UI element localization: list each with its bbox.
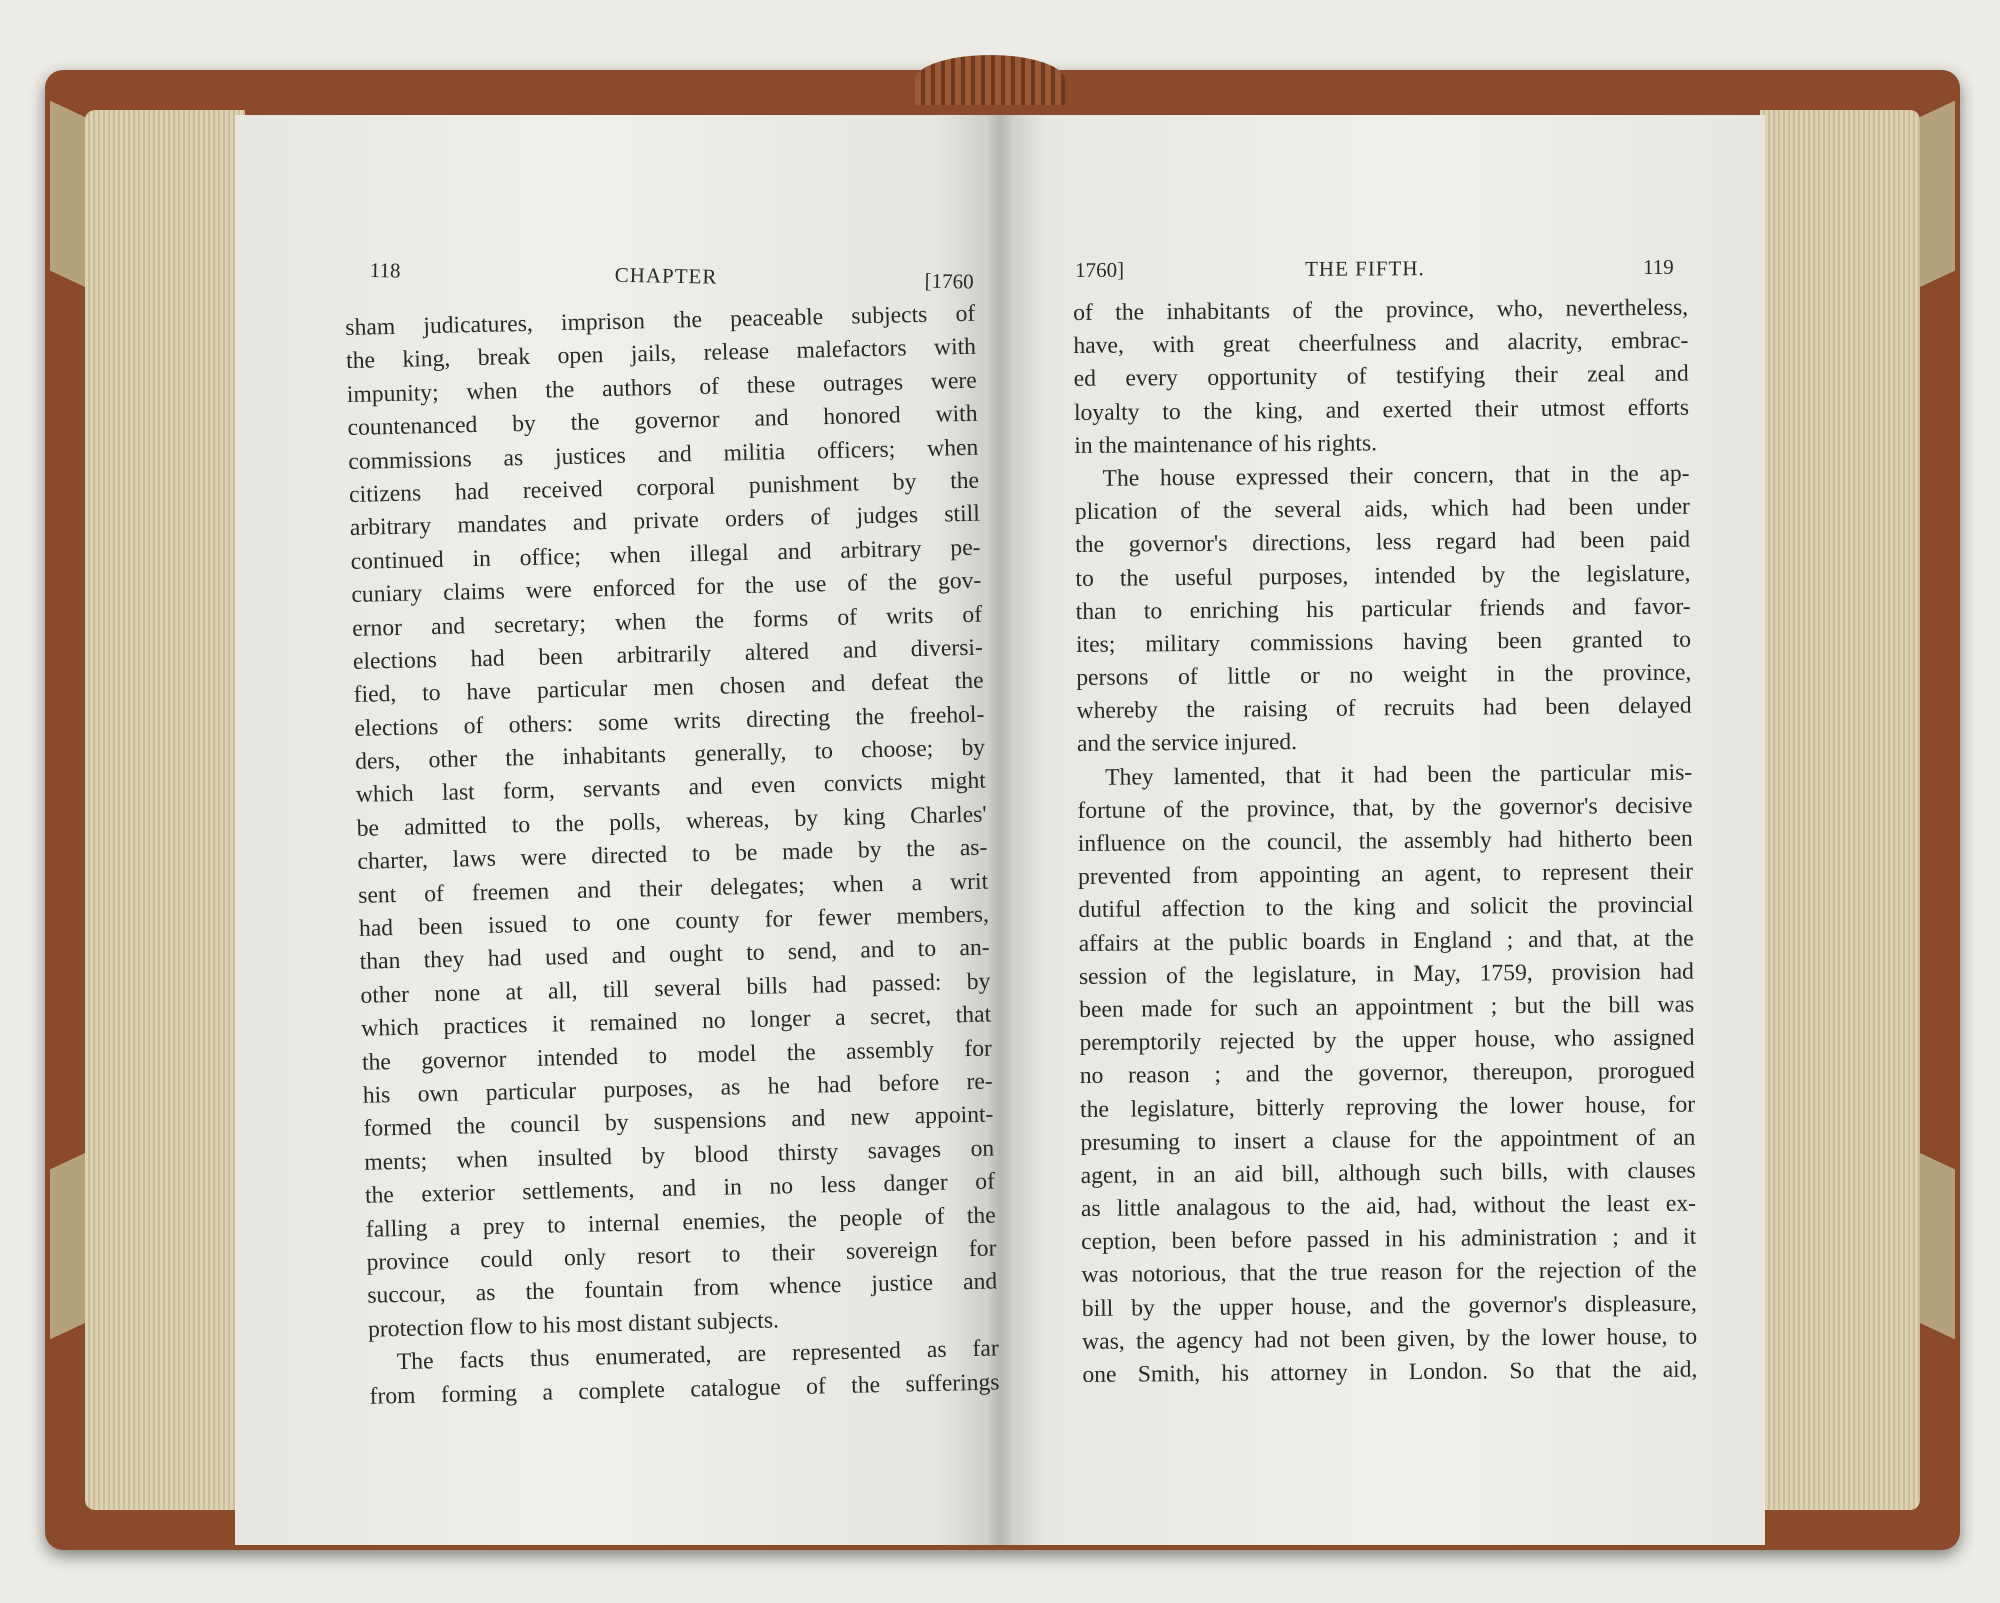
text-line: be admitted to the polls, whereas, by king Charles' <box>356 801 987 842</box>
text-line: ites; military commissions having been granted to <box>1075 626 1692 658</box>
text-line: fortune of the province, that, by the governor's decisive <box>1077 792 1693 824</box>
text-line: ments; when insulted by blood thirsty savages on <box>364 1135 995 1176</box>
text-line: citizens had received corporal punishment by the <box>348 467 980 508</box>
text-line: falling a prey to internal enemies, the people of the <box>365 1202 996 1243</box>
text-line: The facts thus enumerated, are represented as far <box>396 1335 999 1376</box>
right-year-marker: 1760] <box>1075 257 1125 282</box>
text-line: cuniary claims were enforced for the use of the gov- <box>351 567 982 609</box>
right-page-text <box>1073 292 1698 1393</box>
left-year-marker: [1760 <box>924 268 974 294</box>
text-line: whereby the raising of recruits had been delayed <box>1076 692 1692 725</box>
text-line: the exterior settlements, and in no less danger of <box>364 1168 996 1209</box>
text-line: ders, other the inhabitants generally, to choose; by <box>354 734 986 775</box>
text-line: was, the agency had not been given, by the lower house, to <box>1082 1323 1698 1355</box>
left-running-head: CHAPTER <box>614 262 718 289</box>
text-line: one Smith, his attorney in London. So that the aid, <box>1082 1356 1698 1388</box>
text-line: countenanced by the governor and honored with <box>347 400 978 442</box>
text-line: succour, as the fountain from whence justice and <box>367 1268 998 1310</box>
text-line: as little analagous to the aid, had, without the least ex- <box>1080 1190 1697 1223</box>
cover-corner <box>50 101 90 290</box>
text-line: was notorious, that the true reason for the rejection of the <box>1081 1257 1697 1289</box>
text-line: than they had used and ought to send, and to an- <box>359 934 990 976</box>
text-line: in the maintenance of his rights. <box>1074 430 1378 459</box>
text-line: loyalty to the king, and exerted their utmost efforts <box>1073 394 1690 426</box>
text-line: dutiful affection to the king and solicit the provincial <box>1078 891 1694 924</box>
right-running-header <box>1075 255 1675 288</box>
text-line: influence on the council, the assembly had hitherto been <box>1077 825 1693 857</box>
text-line: the governor intended to model the assembly for <box>361 1035 993 1076</box>
text-line: and the service injured. <box>1076 729 1298 758</box>
text-line: session of the legislature, in May, 1759, provision had <box>1078 958 1695 990</box>
text-line: which practices it remained no longer a secret, that <box>360 1001 992 1043</box>
text-line: had been issued to one county for fewer members, <box>358 901 990 942</box>
text-line: arbitrary mandates and private orders of judges still <box>349 500 981 542</box>
text-line: commissions as justices and militia officers; when <box>348 434 979 475</box>
text-line: ernor and secretary; when the forms of writs of <box>351 601 983 642</box>
text-line: The house expressed their concern, that in the ap- <box>1102 460 1690 492</box>
text-line: persons of little or no weight in the province, <box>1076 659 1692 692</box>
text-line: sham judicatures, imprison the peaceable subjects of <box>345 300 976 341</box>
text-line: other none at all, till several bills had passed: by <box>360 968 991 1009</box>
text-line: formed the council by suspensions and new appoint- <box>363 1101 994 1143</box>
right-page-edges <box>1760 110 1920 1510</box>
text-line: his own particular purposes, as he had before re- <box>362 1068 993 1109</box>
text-line: ception, been before passed in his administration ; and it <box>1081 1223 1697 1256</box>
text-line: fied, to have particular men chosen and defeat the <box>353 667 984 709</box>
text-line: province could only resort to their sovereign for <box>366 1235 997 1276</box>
text-line: been made for such an appointment ; but the bill was <box>1079 991 1695 1023</box>
right-page-number: 119 <box>1642 254 1674 280</box>
text-line: bill by the upper house, and the governor's displeasure, <box>1081 1290 1697 1322</box>
text-line: elections of others: some writs directing the freehol- <box>354 701 985 742</box>
text-line: presuming to insert a clause for the appointment of an <box>1080 1124 1696 1156</box>
text-line: the governor's directions, less regard had been paid <box>1075 526 1691 559</box>
text-line: peremptorily rejected by the upper house, who assigned <box>1079 1024 1695 1057</box>
left-page-edges <box>85 110 245 1510</box>
text-line: impunity; when the authors of these outrages were <box>346 367 978 408</box>
text-line: protection flow to his most distant subjects. <box>367 1307 780 1343</box>
text-line: ed every opportunity of testifying their zeal and <box>1073 361 1689 393</box>
text-line: agent, in an aid bill, although such bills, with clauses <box>1080 1157 1696 1189</box>
text-line: continued in office; when illegal and arbitrary pe- <box>350 534 981 575</box>
text-line: sent of freemen and their delegates; when a writ <box>357 868 989 909</box>
text-line: prevented from appointing an agent, to represent their <box>1077 858 1694 891</box>
text-line: the legislature, bitterly reproving the lower house, for <box>1079 1091 1696 1123</box>
right-running-head: THE FIFTH. <box>1304 256 1425 281</box>
text-line: charter, laws were directed to be made by the as- <box>357 834 988 876</box>
text-line: to the useful purposes, intended by the legislature, <box>1075 560 1691 592</box>
left-page-text <box>345 298 1000 1414</box>
book-spine <box>915 55 1065 105</box>
text-line: have, with great cheerfulness and alacrity, embrac- <box>1073 327 1689 360</box>
text-line: affairs at the public boards in England ; and that, at the <box>1078 925 1694 957</box>
text-line: which last form, servants and even convicts might <box>355 768 987 809</box>
cover-corner <box>1915 101 1955 290</box>
text-line: than to enriching his particular friends and favor- <box>1075 593 1691 625</box>
text-line: of the inhabitants of the province, who, nevertheless, <box>1073 294 1689 326</box>
text-line: no reason ; and the governor, thereupon, prorogued <box>1079 1057 1695 1090</box>
cover-corner <box>1915 1151 1955 1340</box>
left-page-number: 118 <box>369 258 401 283</box>
text-line: plication of the several aids, which had been under <box>1074 493 1690 526</box>
text-line: from forming a complete catalogue of the sufferings <box>369 1368 1000 1410</box>
text-line: They lamented, that it had been the particular mis- <box>1105 759 1693 791</box>
text-line: the king, break open jails, release malefactors with <box>345 334 977 375</box>
cover-corner <box>50 1151 90 1340</box>
text-line: elections had been arbitrarily altered and diversi- <box>352 634 984 675</box>
